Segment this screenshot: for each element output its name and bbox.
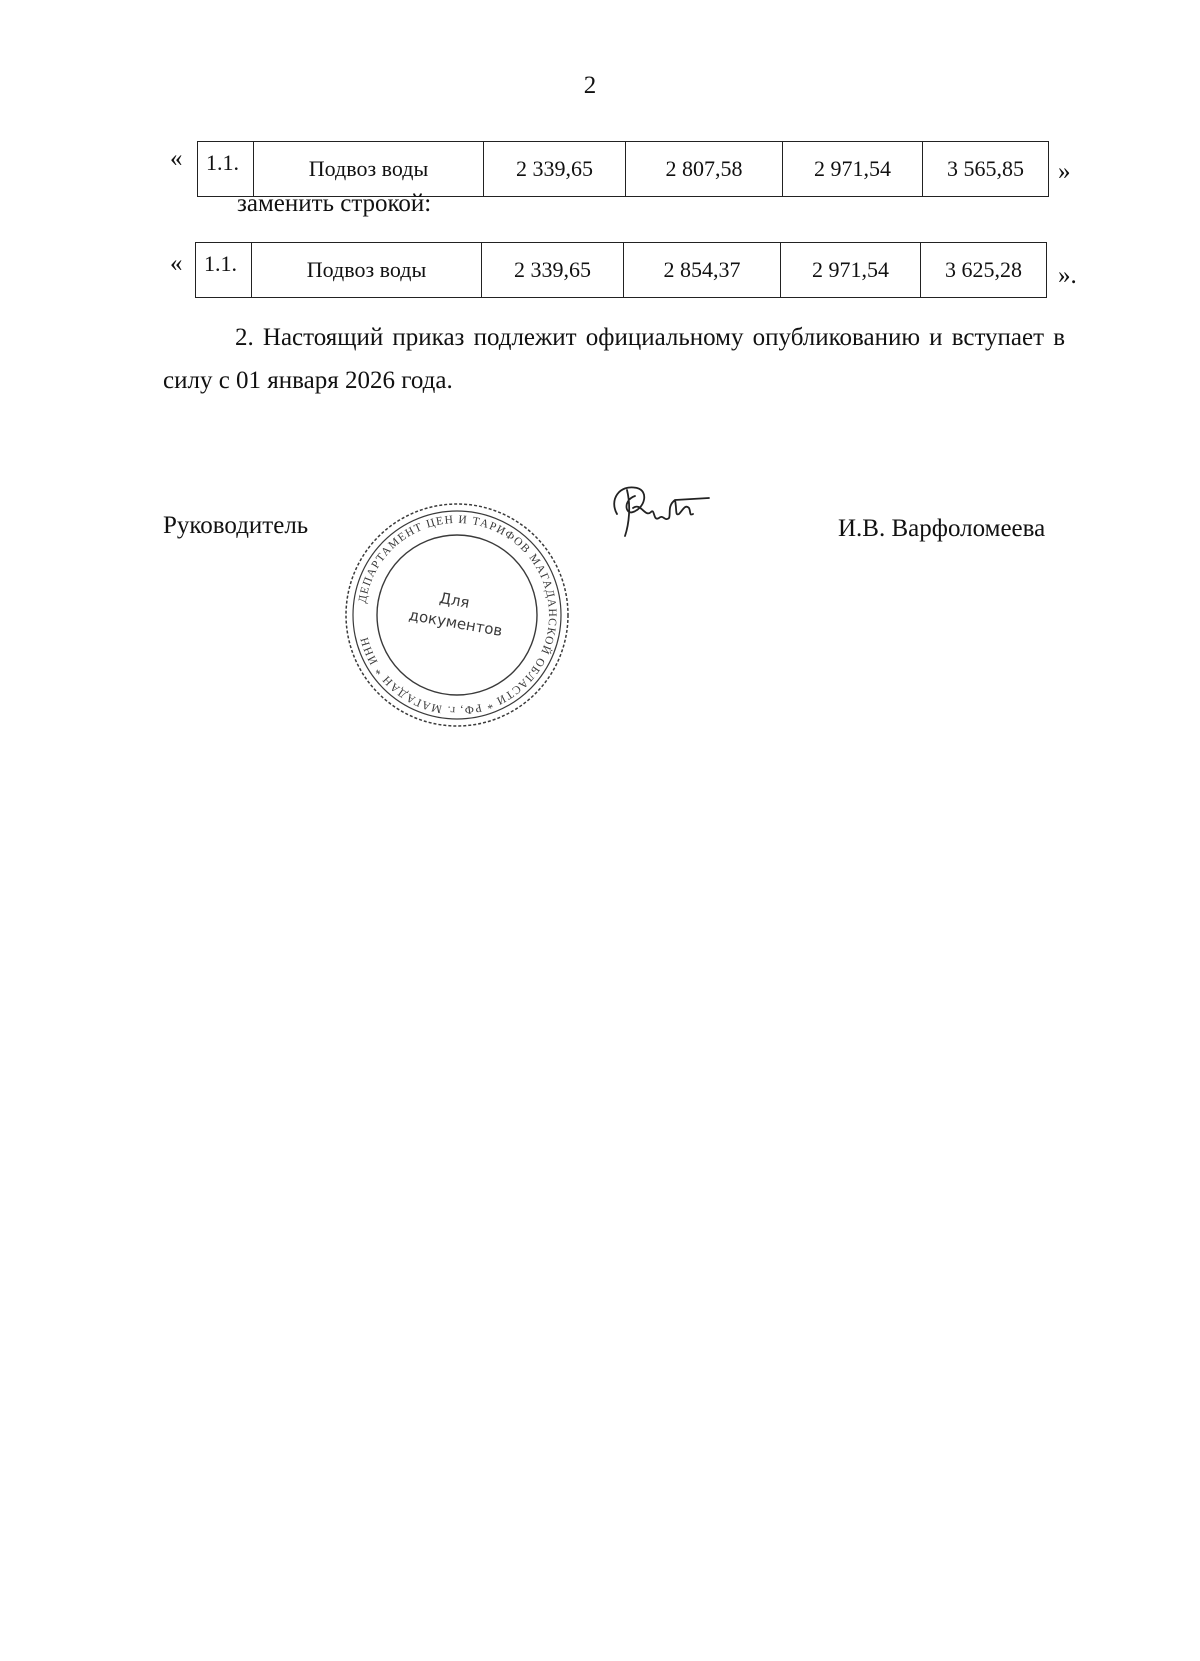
quote-close-final: ». (1058, 262, 1077, 289)
table-row (196, 243, 1047, 298)
row-name: Подвоз воды (252, 243, 482, 298)
clause-paragraph: 2. Настоящий приказ подлежит официальному опубликованию и вступает в силу с 01 января 2026 года. (163, 324, 1065, 394)
stamp-center-line2: документов (407, 605, 504, 640)
handwritten-signature (605, 478, 715, 548)
row-value: 2 339,65 (484, 142, 626, 197)
signer-name: И.В. Варфоломеева (838, 515, 1046, 542)
new-row-table (195, 242, 1047, 298)
old-row-table (197, 141, 1049, 197)
official-stamp (342, 500, 572, 730)
signer-title: Руководитель (163, 512, 309, 539)
row-value: 2 971,54 (781, 243, 921, 298)
row-name: Подвоз воды (254, 142, 484, 197)
row-value: 2 971,54 (783, 142, 923, 197)
quote-open: « (170, 250, 183, 277)
page-number: 2 (583, 72, 597, 99)
row-value: 2 339,65 (482, 243, 624, 298)
row-value: 2 854,37 (624, 243, 781, 298)
quote-open: « (170, 145, 183, 172)
row-value: 3 625,28 (921, 243, 1047, 298)
replace-text: заменить строкой: (237, 190, 432, 217)
table-row (198, 142, 1049, 197)
row-value: 3 565,85 (923, 142, 1049, 197)
stamp-center-line1: Для (438, 588, 472, 612)
quote-close: » (1058, 158, 1071, 185)
stamp-ring-text: ДЕПАРТАМЕНТ ЦЕН И ТАРИФОВ МАГАДАНСКОЙ ОБЛАСТИ * РФ, г. МАГАДАН * ИНН (356, 513, 559, 717)
row-number: 1.1. (198, 142, 254, 197)
row-value: 2 807,58 (626, 142, 783, 197)
row-number: 1.1. (196, 243, 252, 298)
